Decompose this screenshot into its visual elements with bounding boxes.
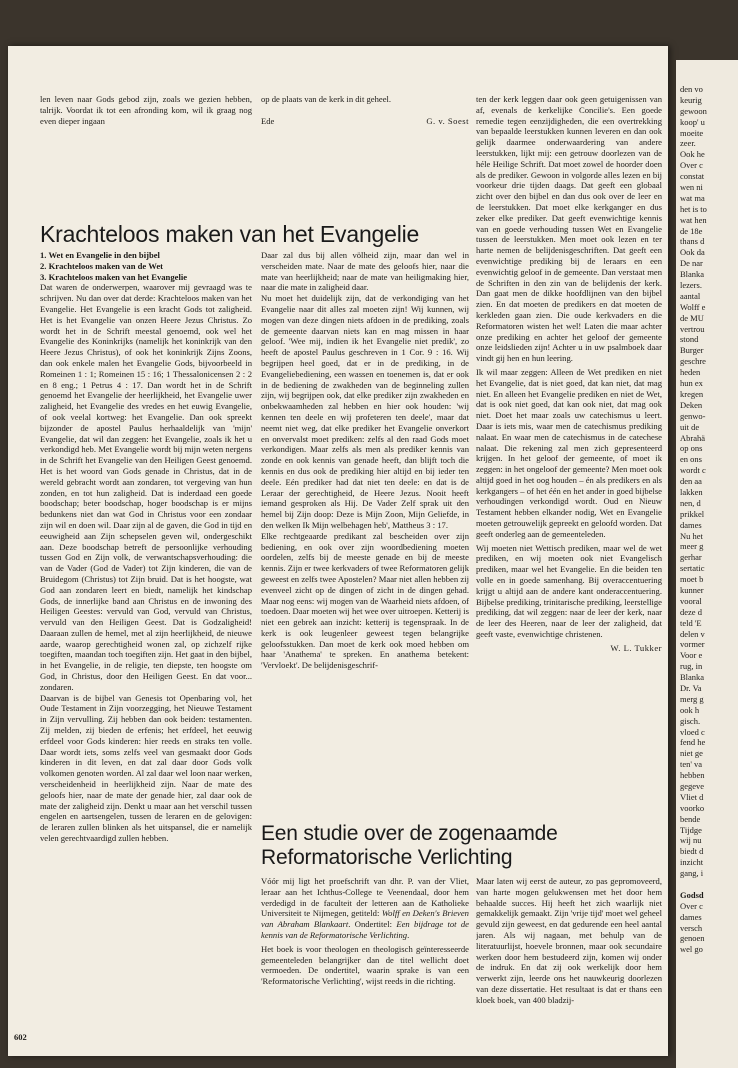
prev-article-text-end: op de plaats van de kerk in dit geheel. (261, 94, 392, 104)
adjacent-page-line: stond (680, 334, 699, 345)
adjacent-page-line: sertatic (680, 563, 705, 574)
adjacent-page-line: Deken (680, 399, 703, 410)
article2-title-line2: Reformatorische Verlichting (261, 846, 513, 869)
adjacent-page-line: genwo- (680, 410, 706, 421)
adjacent-page-line: Vliet d (680, 791, 704, 802)
adjacent-page-line: geschre (680, 356, 706, 367)
adjacent-page-line: Blanka (680, 672, 705, 683)
article1-paragraph: Dat waren de onderwerpen, waarover mij gevraagd was te schrijven. Nu dan over dat derde: Krachteloos maken van het Evangelie. Het Evangelie is een kracht Gods tot zaligheid. Het is het Evangelie van onzen Heere Jezus Christus. Zo wordt het in de Schrift meestal genoemd, ook wel het Evangelie des Koninkrijks (namelijk het koninkrijk van den Heere Jezus Christus), of ook het koninkrijk Zijns Zoons, dan ook enkele malen het Evangelie Gods, bijvoorbeeld in Romeinen 1 : 1; Romeinen 15 : 16; 1 Thessalonicensen 2 : 2 en 8 eng.; 1 Petrus 4 : 17. Dan wordt het in de Schrift genoemd het Evangelie der heerlijkheid, het Evangelie uwer zaligheid, het Evangelie des vredes en het euwig Evangelie, of ook veelal kortweg: het Evangelie. Dan ook spreekt bijzonder de apostel Paulus herhaaldelijk van 'mijn' Evangelie, dat wil dan zeggen: het Evangelie, zoals ik het u verkondigd heb. Met Evangelie wordt bij mijn weten nergens in de Schrift het Evangelie van den Heiligen Geest genoemd. Het is het woord van Gods genade in Christus, dat in de wereld gebracht wordt aan zondaren, tot vergeving van hun zonden, en tot hun zaligheid. Dat is inderdaad een goede boodschap; beter boodschap, hoger boodschap is er mijns bedunkens niet dan wat God in Christus voor een zondaar zijn wil en doen wil. Daar zijn al de gaven, die God in tijd en eeuwigheid aan Zijn schepselen geven wil, ondergeschikt aan. Deze boodschap betreft de persoonlijke verhouding tussen God en Zijn volk, de verwantschapsverhouding: die van de Vader (God de Vader) tot Zijn kinderen, die van de Bruidegom (Christus) tot Zijn bruid. Dat is het hoogste, wat God aan zondaren leert en biedt, namelijk het kindschap Gods, de innerlijke band aan Christus en de inwoning des Heiligen Geestes: vervuld van God, vervuld van Christus, vervuld van den Heiligen Geest. Dat is Godzaligheid! Daaraan zullen de hemel, met al zijn heerlijkheid, de nieuwe aarde, waarop gerechtigheid wonen zal, op zichzelf rijke toegiften, maandan toch toegiften zijn. Het gaat in den bijbel, in het Evangelie, in de religie, ten diepste, ten hoogste om God, in Christus, door den Heiligen Geest. En dat voor... zondaren. (40, 282, 252, 692)
adjacent-page-line: wat ma (680, 192, 705, 203)
adjacent-page-line: hebben (680, 770, 705, 781)
article1-point-3: 3. Krachteloos maken van het Evangelie (40, 271, 188, 282)
prev-article-author: G. v. Soest (426, 115, 469, 126)
article1-paragraph: ten der kerk leggen daar ook geen getuigenissen van af, evenals de kerkelijke Concilie's. Een goede remedie tegen eenzijdigheden, die een overtrekking van bepaalde leerstukken kunnen leveren en dan ook gelijk daarmee onderwaardering van andere leerstukken, lijkt mij: een getrouw doorlezen van de héle Heilige Schrift. Dat moet zowel de hoorder doen als de prediker. Gewoon in volgorde alles lezen en bij voorkeur drie tijden daags. Dat geeft een globaal zicht over den bijbel en dan dus ook over de leer en de leerstukken. Dat moet elke kerkganger en dus zeker elke prediker. Dat geeft evenwichtige kennis van en goede verhouding tussen Wet en Evangelie tussen de leerstukken. Men moet ook lezen en ter harte nemen de belijdenisgeschriften. Dat geeft een evenwichtige prediking bij de leraars en een evenwichtig geloof in de gemeente. Dan verstaat men de Schriften in den zin van de belijdenis der kerk. Dan gaat men de dikke hoofdlijnen van den bijbel zien. En dat moeten de predikers en dat moeten de kerkleden gaan zien. Die oude kerkvaders en die Reformatoren wisten het wel! Laten die maar achter onze prediking en achter het geloof der gemeente onze leidslieden zijn! Achter u in uw psalmboek daar vindt gij hen en hun leering. (476, 94, 662, 364)
adjacent-page-line: heden (680, 367, 701, 378)
adjacent-page-line: zeer. (680, 138, 696, 149)
adjacent-page-line: hun ex (680, 378, 703, 389)
adjacent-page-line: vormer (680, 639, 705, 650)
adjacent-page-line: wordt c (680, 465, 706, 476)
adjacent-page-line: het is to (680, 203, 707, 214)
adjacent-page-line: Tijdge (680, 824, 702, 835)
article1-point-1: 1. Wet en Evangelie in den bijbel (40, 250, 160, 260)
adjacent-page-line: lezers. (680, 280, 702, 291)
adjacent-page-line: delen v (680, 628, 705, 639)
article1-col1 (40, 250, 252, 1056)
adjacent-page-line: wij nu (680, 835, 702, 846)
adjacent-page-line: keurig (680, 94, 702, 105)
adjacent-page-line: kunner (680, 584, 704, 595)
adjacent-page-line: aantal (680, 290, 701, 301)
adjacent-page-line: wat hen (680, 214, 707, 225)
adjacent-page-line: teld 'E (680, 617, 702, 628)
adjacent-page-line: Ook he (680, 149, 705, 160)
article2-title-line1: Een studie over de zogenaamde (261, 822, 558, 845)
adjacent-page-line: Abrahä (680, 432, 706, 443)
adjacent-page-line: lakken (680, 486, 703, 497)
adjacent-page-line: vloed c (680, 726, 705, 737)
adjacent-page-line: De nar (680, 258, 703, 269)
adjacent-page-line: deze d (680, 606, 702, 617)
adjacent-page-line: dames (680, 519, 702, 530)
adjacent-page-line: moet b (680, 574, 704, 585)
adjacent-page-line: ook h (680, 704, 700, 715)
article2-title (261, 822, 661, 870)
adjacent-page-line (680, 879, 738, 890)
adjacent-page-line: Over c (680, 160, 703, 171)
adjacent-page-line: ten' va (680, 759, 703, 770)
adjacent-page-line: gerhar (680, 552, 702, 563)
adjacent-page-line: vooral (680, 595, 702, 606)
article2-intro-text: . (407, 929, 410, 940)
article2-book-title: Wolff en Deken's Brieven van Abraham Blankaart (261, 908, 469, 930)
adjacent-page-line: Voor e (680, 650, 703, 661)
magazine-page (8, 46, 668, 1056)
adjacent-page-line: niet ge (680, 748, 703, 759)
article1-paragraph: Elke rechtgeaarde predikant zal bescheiden over zijn bediening, en ook over zijn woordbediening moeten oordelen, zelfs bij de meeste genade en bij de meeste kennis. Zijn er twee kerkvaders of twee Reformatoren gelijk geweest en zelfs twee Apostelen? Maar niet allen hebben zij evenveel zicht op de dingen of zicht in de dingen gehad. Maar nog eens: wij mogen van de Waarheid niets afdoen, of toedoen. Daar moeten wij het wee over uitroepen. Ketterij is niet een gebrek aan inzicht: ketterij is tegenspraak. In de kerk is ook leugenleer geweest tegen belangrijke geloofsstukken. Dan moet de kerk ook moed hebben om haar 'Anathema' te spreken. En anathema betekent: 'Vervloekt'. De belijdenisgeschrif- (261, 530, 469, 671)
adjacent-page-line: moeite (680, 127, 704, 138)
adjacent-page-line: gang, i (680, 868, 704, 879)
prev-article-col2 (261, 94, 469, 134)
adjacent-page-line: de 18e (680, 225, 703, 236)
adjacent-page-line: genoen (680, 933, 705, 944)
article1-point-2: 2. Krachteloos maken van de Wet (40, 260, 164, 271)
article1-paragraph: Ik wil maar zeggen: Alleen de Wet prediken en niet het Evangelie, dat is niet goed, dat kan niet, dat mag niet. En alleen het Evangelie prediken en niet de Wet, dat is ook niet goed, dat kan ook niet, dat mag ook niet. Doet het maar zoals uw catechismus u leert. Daar is iets mis, waar men de catechismus prediking nalaat. En waar men de catechismus in de catechese nalaat. Die rekening zal men zich gepresenteerd krijgen. In het geloof der gemeente, of moet ik zeggen: in het ongeloof der gemeente? Men moet ook altijd goed in het oog houden – én als predikers en als kerkgangers – of het één en het ander in goed bijbelse verhoudingen verkondigd wordt. Oud en Nieuw Testament hebben elkander nodig, Wet en Evangelie moeten getrouwelijk gepreekt en geloofd worden. Dat geeft onderleg aan de gemeenteleden. (476, 366, 662, 539)
article2-col3 (476, 876, 662, 1056)
adjacent-page-line: den vo (680, 84, 703, 94)
adjacent-page (676, 60, 738, 1068)
adjacent-page-line: wen ni (680, 182, 703, 193)
adjacent-page-line: inzicht (680, 857, 704, 868)
article2-intro-text: . Ondertitel: (348, 919, 397, 930)
adjacent-page-line: den aa (680, 476, 702, 487)
adjacent-page-line: prikkel (680, 508, 705, 519)
article1-paragraph: Daar zal dus bij allen völheid zijn, maar dan wel in verscheiden mate. Naar de mate des geloofs hier, naar die mate van heerlijkheid; naar de mate van heiligmaking hier, naar die mate in zaligheid daar. (261, 250, 469, 293)
article1-col3 (476, 94, 662, 806)
article2-col2 (261, 876, 469, 1056)
adjacent-page-line: Over c (680, 900, 703, 911)
article2-intro-text: Vóór mij ligt het proefschrift van dhr. P. van der Vliet, leraar aan het Ichthus-College te Veenendaal, door hem verdedigd in de faculteit der letteren aan de Katholieke Universiteit te Nijmegen, getiteld: (261, 876, 469, 919)
prev-article-place: Ede (261, 115, 275, 126)
adjacent-page-line: bende (680, 813, 701, 824)
adjacent-page-line: kregen (680, 388, 704, 399)
adjacent-page-line: Ook da (680, 247, 705, 258)
adjacent-page-line: rug, in (680, 661, 703, 672)
article2-paragraph: Het boek is voor theologen en theologisch geïnteresseerde gemeenteleden belangrijker dan de titel wellicht doet vermoeden. De ondertitel, waarin sprake is van een 'Reformatorische Verlichting', wijst reeds in die richting. (261, 943, 469, 987)
adjacent-page-line: voorko (680, 802, 705, 813)
article2-book-subtitle: Een bijdrage tot de kennis van de Reformatorische Verlichting (261, 919, 469, 940)
adjacent-page-line: gewoon (680, 105, 707, 116)
adjacent-page-line: uit de (680, 421, 700, 432)
article1-col2 (261, 250, 469, 826)
bleed-through: ​ (256, 194, 260, 216)
adjacent-page-line: meer g (680, 541, 704, 552)
prev-article-text: len leven naar Gods gebod zijn, zoals we gezien hebben, talrijk. Voordat ik tot een afronding kom, wil ik graag nog even dieper ingaan (40, 94, 252, 126)
article2-paragraph (261, 876, 469, 941)
adjacent-page-line: vertrou (680, 323, 705, 334)
article2-paragraph: Maar laten wij eerst de auteur, zo pas gepromoveerd, van harte mogen gelukwensen met het door hem behaalde succes. Hij heeft het zich waarlijk niet gemakkelijk gemaakt. Zijn 'vrije tijd' moet wel geheel gevuld zijn geweest, en dat gedurende een heel aantal jaren. Als wij nagaan, met behulp van de literatuurlijst, hoevele bronnen, maar ook secundaire werken door hem bestudeerd zijn, komen wij onder de indruk. En dat zij ook werkelijk door hem verwerkt zijn, leerde ons het nauwkeurig doorlezen van deze dissertatie. Het resultaat is dat er thans een kloek boek, van 400 bladzij- (476, 876, 662, 1005)
adjacent-page-line: Dr. Va (680, 682, 702, 693)
adjacent-page-line: Wolff e (680, 301, 706, 312)
adjacent-page-column (676, 60, 738, 955)
article1-paragraph: Wij moeten niet Wettisch prediken, maar wel de wet prediken, en wij moeten ook niet Evangelisch prediken, maar wel het Evangelie. En die beiden ten volle en in goede samenhang. Bij overaccentuering krijgt u altijd aan de andere kant onderaccentuering. Bijbelse prediking, trinitarische prediking, leerstellige prediking, dat wil zeggen: naar de leer der kerk, naar de leer des Heeren, naar de leer der zaligheid, dat geeft vaste, evenwichtige christenen. (476, 542, 662, 640)
article1-paragraph: Daarvan is de bijbel van Genesis tot Openbaring vol, het Oude Testament in Zijn voorzegging, het Nieuwe Testament in Zijn vervulling. Zij hebben dan ook beiden: testamenten. Zij melden, zij bieden de erfenis; het erfdeel, het eeuwig erfdeel voor Gods kinderen: hier reeds en straks ten volle. Daar wordt iets, soms zelfs veel van gesmaakt door Gods kinderen in dit leven, en dat zal daar door Gods volk volkomen genoten worden. Al zal daar wel loon naar werken, verscheidenheid in heerlijkheid zijn. Naar de mate des geloofs hier, naar de mate der genade hier, zal daar ook de mate der zaligheid zijn. Denkt u maar aan het verschil tussen engelen en aartsengelen, tussen de leraren en de gelovigen: de leraren zullen blinken als het uitspansel, die er namelijk velen gerechtvaardigd zullen hebben. (40, 692, 252, 844)
article1-paragraph: Nu moet het duidelijk zijn, dat de verkondiging van het Evangelie naar dit alles zal moeten zijn! Wij kunnen, wij mogen van deze dingen niets afdoen in de prediking, zoals de gemeente daarvan niets kan en mag missen in haar geloof. 'Wee mij, indien ik het Evangelie niet predik', zo heeft de apostel Paulus geschreven in 1 Cor. 9 : 16. Wij begrijpen heel goed, dat er in de prediking, in de Evangeliebediening, een wassen en toenemen is, dat er ook in de bediening de zwakheden van de beginneling zullen zijn, wij begrijpen ook, dat elke prediker zijn zwakheden en onbekwaamheden zal hebben en hier ook houden: 'wij kennen ten deele en wij profeteren ten deele', maar dat neemt niet weg, dat elke prediker het Evangelie onverkort en onvervalst moet prediken: zelfs al den raad Gods moet verkondigen. Maar zelfs als men als prediker kennis van zonde en ook kennis van genade heeft, dan blijft toch die kennis en dus ook de prediking hier altijd en bij ieder ten deele. Eén prediker had dat niet ten deele: en dat is de Leraar der gerechtigheid, de Heere Jezus. Nooit heeft iemand gesproken als Hij. De Vader Zelf sprak uit den hemel bij Zijn doop: Deze is Mijn Zoon, Mijn Geliefde, in den welken Ik Mijn welbehagen heb', Mattheus 3 : 17. (261, 293, 469, 530)
adjacent-page-line: nen, d (680, 497, 701, 508)
adjacent-page-line: biedt d (680, 846, 704, 857)
adjacent-page-line: de MU (680, 312, 704, 323)
adjacent-page-line: Godsd (680, 889, 704, 900)
adjacent-page-line: koop' u (680, 116, 705, 127)
adjacent-page-line: fend he (680, 737, 706, 748)
adjacent-page-line: Nu het (680, 530, 703, 541)
adjacent-page-line: Blanka (680, 269, 705, 280)
adjacent-page-line: dames (680, 911, 702, 922)
adjacent-page-line: op ons (680, 443, 703, 454)
adjacent-page-line: thans d (680, 236, 705, 247)
adjacent-page-line: constat (680, 171, 705, 182)
adjacent-page-line: gisch. (680, 715, 701, 726)
adjacent-page-line: wel go (680, 944, 703, 955)
article1-title: Krachteloos maken van het Evangelie (40, 221, 420, 247)
adjacent-page-line: merg g (680, 693, 704, 704)
prev-article-col1 (40, 94, 252, 130)
article1-author: W. L. Tukker (610, 642, 662, 653)
adjacent-page-line: versch (680, 922, 703, 933)
adjacent-page-line: Burger (680, 345, 704, 356)
adjacent-page-line: gegeve (680, 781, 705, 791)
page-number: 602 (14, 1032, 27, 1042)
adjacent-page-line: en ons (680, 454, 702, 465)
